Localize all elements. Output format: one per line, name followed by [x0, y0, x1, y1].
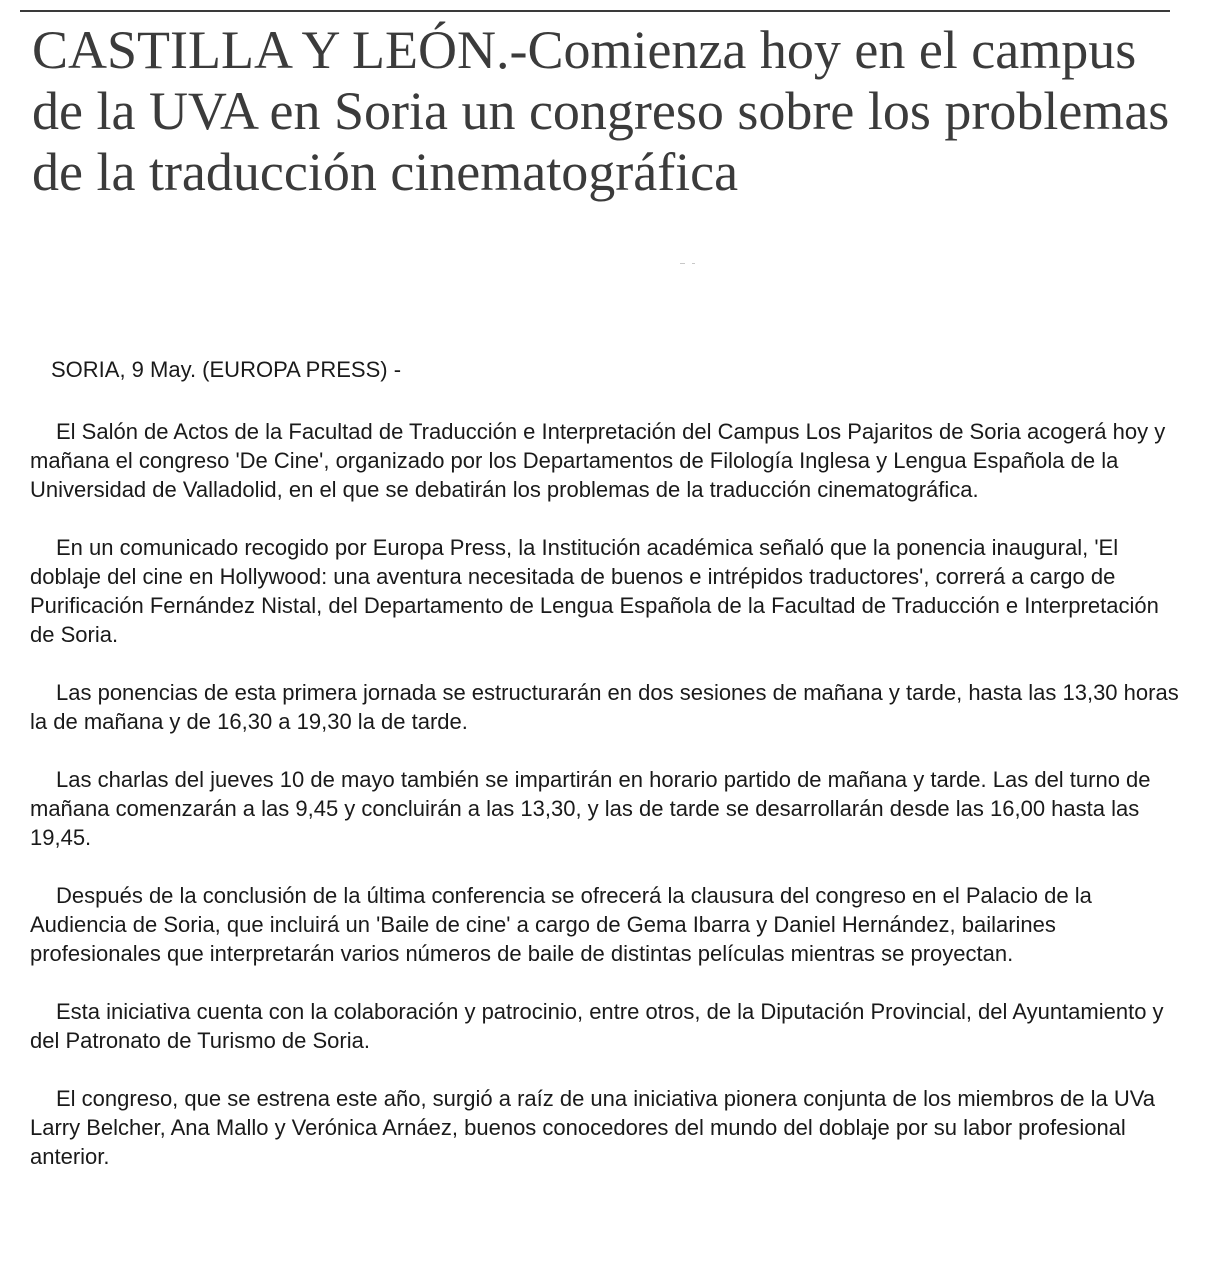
- article-paragraph: Las ponencias de esta primera jornada se estructurarán en dos sesiones de mañana y tarde, hasta las 13,30 horas la de mañana y de 16,30 a 19,30 la de tarde.: [30, 680, 1179, 734]
- article-headline: CASTILLA Y LEÓN.-Comienza hoy en el campus de la UVA en Soria un congreso sobre los problemas de la traducción cinematográfica: [32, 20, 1170, 202]
- article-paragraph: Después de la conclusión de la última conferencia se ofrecerá la clausura del congreso en el Palacio de la Audiencia de Soria, que incluirá un 'Baile de cine' a cargo de Gema Ibarra y Daniel Hernández, bailarines profesionales que interpretarán varios números de baile de distintas películas mientras se proyectan.: [30, 883, 1092, 966]
- scan-speck: [680, 263, 685, 264]
- top-divider-rule: [20, 10, 1170, 12]
- article-paragraph: Las charlas del jueves 10 de mayo también se impartirán en horario partido de mañana y tarde. Las del turno de mañana comenzarán a las 9,45 y concluirán a las 13,30, y las de tarde se desarrollarán desde las 16,00 hasta las 19,45.: [30, 767, 1151, 850]
- article-paragraph: En un comunicado recogido por Europa Press, la Institución académica señaló que la ponencia inaugural, 'El doblaje del cine en Hollywood: una aventura necesitada de buenos e intrépidos traductores', correrá a cargo de Purificación Fernández Nistal, del Departamento de Lengua Española de la Facultad de Traducción e Interpretación de Soria.: [30, 535, 1159, 647]
- scan-speck: [692, 263, 695, 264]
- article-dateline: SORIA, 9 May. (EUROPA PRESS) -: [51, 357, 402, 382]
- article-paragraph: El congreso, que se estrena este año, surgió a raíz de una iniciativa pionera conjunta de los miembros de la UVa Larry Belcher, Ana Mallo y Verónica Arnáez, buenos conocedores del mundo del doblaje por su labor profesional anterior.: [30, 1086, 1156, 1169]
- article-paragraph: Esta iniciativa cuenta con la colaboración y patrocinio, entre otros, de la Diputación Provincial, del Ayuntamiento y del Patronato de Turismo de Soria.: [30, 999, 1164, 1053]
- article-body: [30, 417, 1180, 1200]
- article-paragraph: El Salón de Actos de la Facultad de Traducción e Interpretación del Campus Los Pajaritos de Soria acogerá hoy y mañana el congreso 'De Cine', organizado por los Departamentos de Filología Inglesa y Lengua Española de la Universidad de Valladolid, en el que se debatirán los problemas de la traducción cinematográfica.: [30, 419, 1166, 502]
